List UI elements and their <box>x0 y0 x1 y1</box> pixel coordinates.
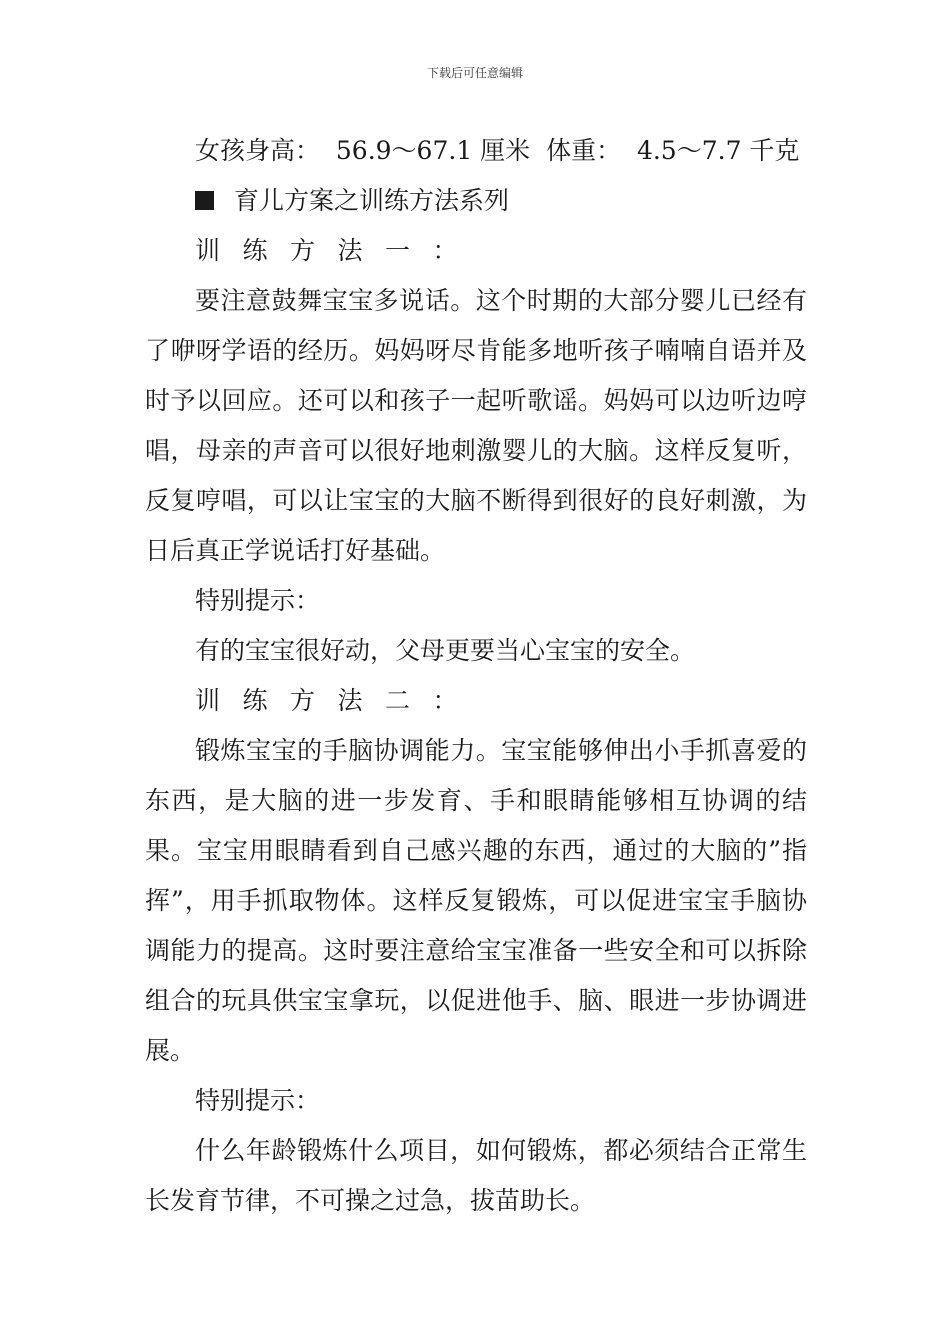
tip-two-paragraph: 什么年龄锻炼什么项目，如何锻炼，都必须结合正常生长发育节律，不可操之过急，拔苗助长。 <box>145 1136 807 1215</box>
tip-two-label: 特别提示： <box>195 1086 321 1115</box>
growth-stats-line: 女孩身高： 56.9～67.1 厘米 体重： 4.5～7.7 千克 <box>195 136 800 165</box>
square-bullet-icon <box>195 191 214 210</box>
section-title: 育儿方案之训练方法系列 <box>234 186 510 215</box>
method-one-paragraph: 要注意鼓舞宝宝多说话。这个时期的大部分婴儿已经有了咿呀学语的经历。妈妈呀尽肯能多地听孩子喃喃自语并及时予以回应。还可以和孩子一起听歌谣。妈妈可以边听边哼唱，母亲的声音可以很好地刺激婴儿的大脑。这样反复听，反复哼唱，可以让宝宝的大脑不断得到很好的良好刺激，为日后真正学说话打好基础。 <box>145 286 807 565</box>
method-two-paragraph: 锻炼宝宝的手脑协调能力。宝宝能够伸出小手抓喜爱的东西，是大脑的进一步发育、手和眼睛能够相互协调的结果。宝宝用眼睛看到自己感兴趣的东西，通过的大脑的”指挥”，用手抓取物体。这样反复锻炼，可以促进宝宝手脑协调能力的提高。这时要注意给宝宝准备一些安全和可以拆除组合的玩具供宝宝拿玩，以促进他手、脑、眼进一步协调进展。 <box>145 736 807 1065</box>
tip-one-label: 特别提示： <box>195 586 321 615</box>
method-one-title: 训练方法一： <box>195 236 481 265</box>
method-two-title: 训练方法二： <box>195 686 481 715</box>
document-body <box>145 126 807 1226</box>
page-header-note: 下载后可任意编辑 <box>426 66 523 80</box>
section-heading <box>145 176 807 226</box>
tip-one-text: 有的宝宝很好动，父母更要当心宝宝的安全。 <box>195 636 696 665</box>
